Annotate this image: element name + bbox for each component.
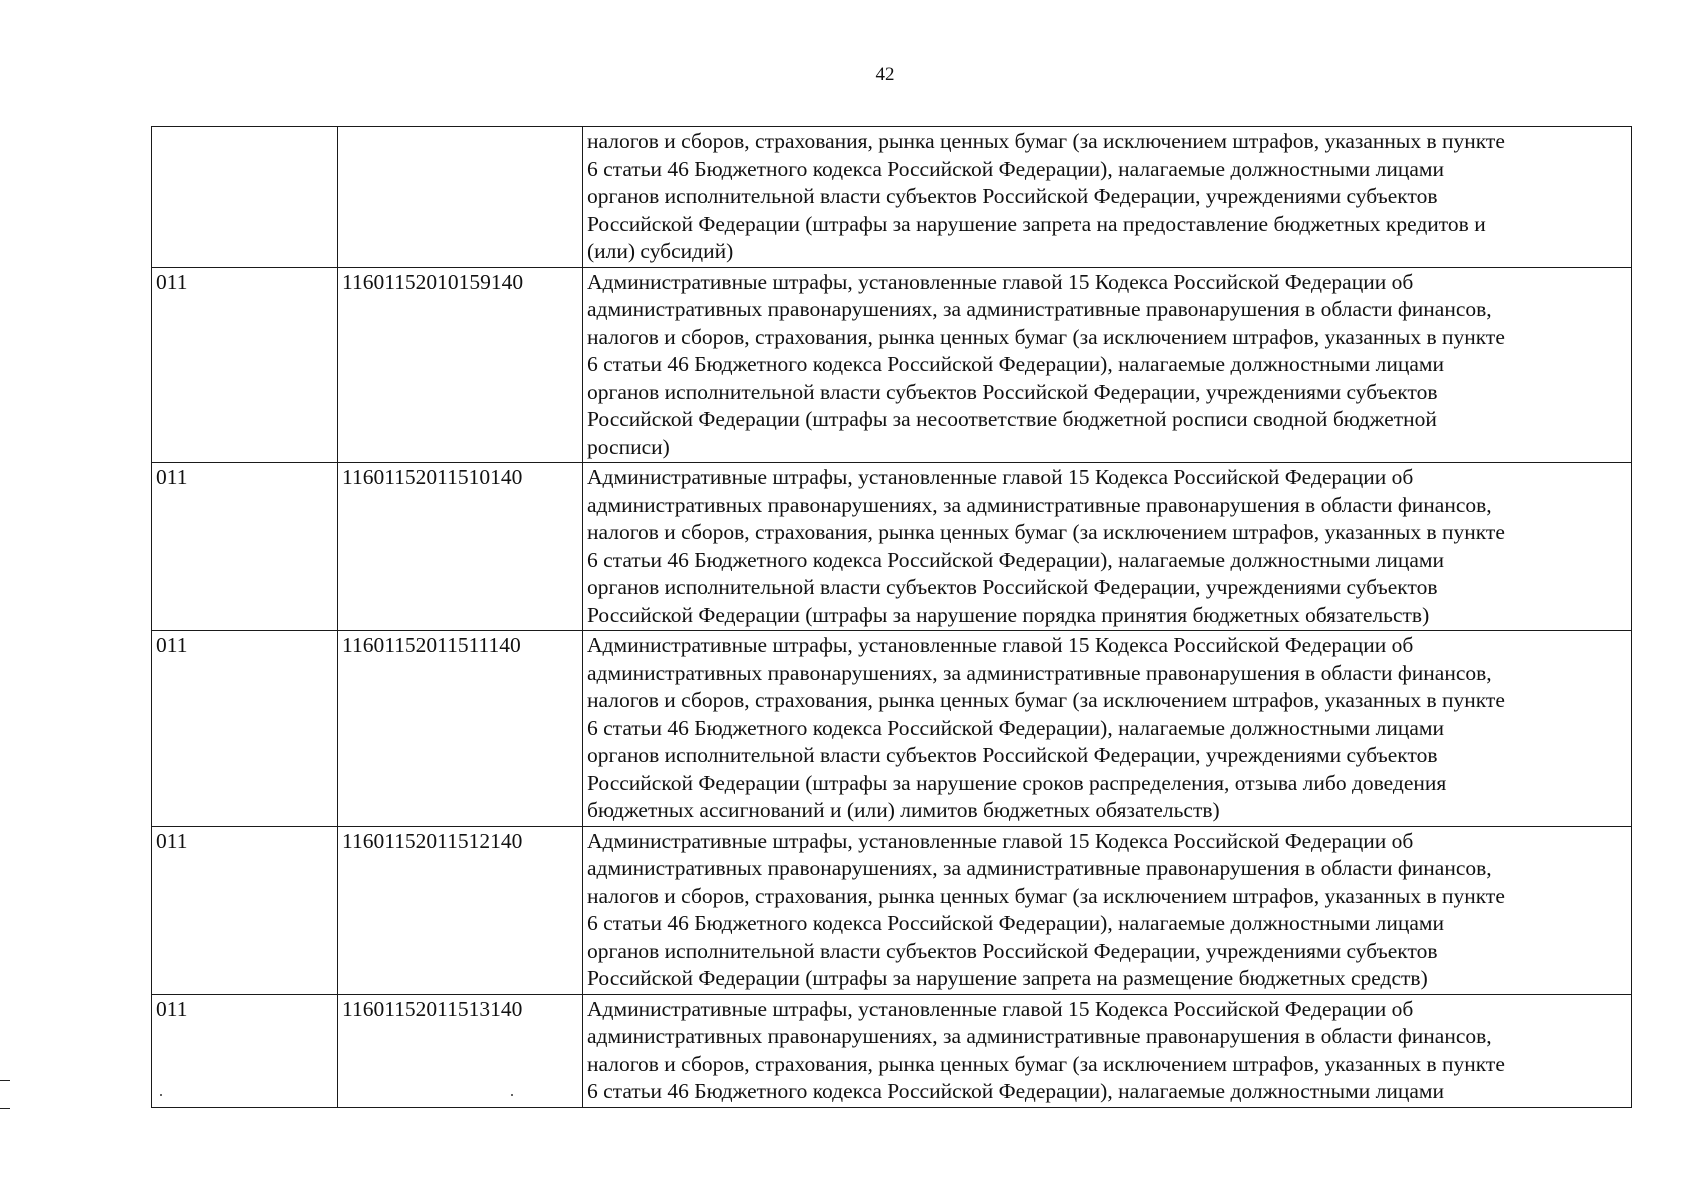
admin-code-cell [152,127,338,268]
kbk-code-cell: 11601152011512140 [338,826,583,994]
description-line: административных правонарушениях, за административные правонарушения в области финансов, [587,1024,1492,1048]
description-line: административных правонарушениях, за административные правонарушения в области финансов, [587,492,1492,517]
table-row [152,631,1632,827]
description-line: налогов и сборов, страхования, рынка ценных бумаг (за исключением штрафов, указанных в пункте [587,520,1505,544]
description-line: налогов и сборов, страхования, рынка ценных бумаг (за исключением штрафов, указанных в пункте [587,1051,1505,1076]
description-line: налогов и сборов, страхования, рынка ценных бумаг (за исключением штрафов, указанных в пункте [587,688,1505,712]
description-line: органов исполнительной власти субъектов Российской Федерации, учреждениями субъектов [587,379,1438,404]
scan-margin-mark [0,1108,10,1109]
kbk-code-cell: 11601152011513140 [338,994,583,1107]
description-cell [583,267,1632,463]
kbk-code-cell: 11601152010159140 [338,267,583,463]
description-line: Административные штрафы, установленные главой 15 Кодекса Российской Федерации об [587,269,1414,294]
description-line: административных правонарушениях, за административные правонарушения в области финансов, [587,856,1492,880]
description-cell [583,127,1632,268]
scan-margin-mark [0,1080,10,1081]
kbk-code-cell: 11601152011511140 [338,631,583,827]
table-row [152,127,1632,268]
admin-code-cell: 011 [152,826,338,994]
description-line: органов исполнительной власти субъектов Российской Федерации, учреждениями субъектов [587,575,1438,599]
description-line: 6 статьи 46 Бюджетного кодекса Российской Федерации), налагаемые должностными лицами [587,715,1445,740]
description-line: 6 статьи 46 Бюджетного кодекса Российской Федерации), налагаемые должностными лицами [587,547,1445,572]
table-body [152,127,1632,1108]
description-line: Российской Федерации (штрафы за нарушение порядка принятия бюджетных обязательств) [587,602,1430,627]
description-line: Административные штрафы, установленные главой 15 Кодекса Российской Федерации об [587,828,1414,853]
description-line: органов исполнительной власти субъектов Российской Федерации, учреждениями субъектов [587,743,1438,767]
description-line: росписи) [587,434,670,459]
table-row [152,463,1632,631]
admin-code-cell: 011 [152,267,338,463]
scan-speck [160,1094,162,1096]
description-line: Административные штрафы, установленные главой 15 Кодекса Российской Федерации об [587,465,1414,489]
description-line: 6 статьи 46 Бюджетного кодекса Российской Федерации), налагаемые должностными лицами [587,1079,1445,1103]
description-cell [583,631,1632,827]
kbk-code-cell [338,127,583,268]
admin-code-cell: 011 [152,631,338,827]
description-line: Административные штрафы, установленные главой 15 Кодекса Российской Федерации об [587,996,1414,1021]
table-row [152,826,1632,994]
description-cell [583,463,1632,631]
description-line: органов исполнительной власти субъектов Российской Федерации, учреждениями субъектов [587,184,1438,208]
table-row [152,994,1632,1107]
description-line: административных правонарушениях, за административные правонарушения в области финансов, [587,660,1492,685]
description-line: 6 статьи 46 Бюджетного кодекса Российской Федерации), налагаемые должностными лицами [587,156,1445,181]
description-cell [583,826,1632,994]
table-row [152,267,1632,463]
description-line: бюджетных ассигнований и (или) лимитов бюджетных обязательств) [587,798,1220,822]
description-line: (или) субсидий) [587,239,734,263]
description-line: налогов и сборов, страхования, рынка ценных бумаг (за исключением штрафов, указанных в пункте [587,129,1505,153]
description-line: 6 статьи 46 Бюджетного кодекса Российской Федерации), налагаемые должностными лицами [587,911,1445,935]
kbk-code-cell: 11601152011510140 [338,463,583,631]
description-line: органов исполнительной власти субъектов Российской Федерации, учреждениями субъектов [587,938,1438,963]
description-line: административных правонарушениях, за административные правонарушения в области финансов, [587,297,1492,321]
description-line: налогов и сборов, страхования, рынка ценных бумаг (за исключением штрафов, указанных в пункте [587,324,1505,349]
description-line: Административные штрафы, установленные главой 15 Кодекса Российской Федерации об [587,633,1414,657]
budget-classification-table [151,126,1632,1108]
description-cell [583,994,1632,1107]
description-line: 6 статьи 46 Бюджетного кодекса Российской Федерации), налагаемые должностными лицами [587,352,1445,376]
admin-code-cell: 011 [152,463,338,631]
admin-code-cell: 011 [152,994,338,1107]
scan-speck [511,1094,513,1096]
description-line: Российской Федерации (штрафы за нарушение сроков распределения, отзыва либо доведения [587,770,1447,795]
description-line: Российской Федерации (штрафы за нарушение запрета на предоставление бюджетных кредитов и [587,211,1486,236]
description-line: Российской Федерации (штрафы за нарушение запрета на размещение бюджетных средств) [587,966,1428,990]
page-number: 42 [875,64,895,85]
description-line: Российской Федерации (штрафы за несоответствие бюджетной росписи сводной бюджетной [587,407,1437,431]
description-line: налогов и сборов, страхования, рынка ценных бумаг (за исключением штрафов, указанных в пункте [587,883,1505,908]
